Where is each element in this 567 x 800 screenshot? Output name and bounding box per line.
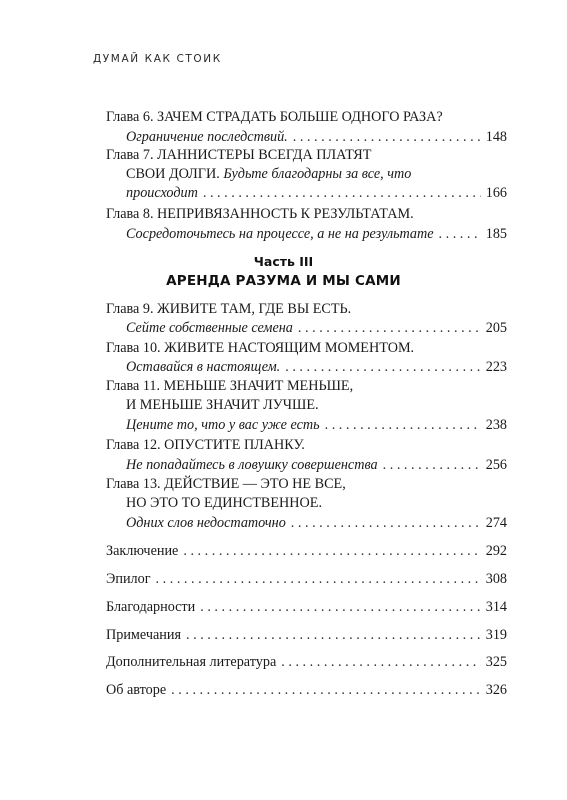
page-number: 256 — [485, 457, 507, 473]
entry-title: Дополнительная литература — [106, 654, 277, 670]
page-number: 223 — [485, 359, 507, 375]
chapter-subtitle: Сейте собственные семена — [126, 320, 293, 336]
chapter-8-title[interactable]: Глава 8. НЕПРИВЯЗАННОСТЬ К РЕЗУЛЬТАТАМ. — [106, 206, 414, 222]
page-number: 238 — [485, 417, 507, 433]
toc-entry-conclusion[interactable] — [106, 541, 507, 561]
chapter-9-title[interactable]: Глава 9. ЖИВИТЕ ТАМ, ГДЕ ВЫ ЕСТЬ. — [106, 301, 352, 317]
chapter-subtitle: Цените то, что у вас уже есть — [126, 417, 320, 433]
dot-leader — [171, 680, 481, 700]
toc-entry-acknowledgements[interactable] — [106, 597, 507, 617]
chapter-subtitle: Одних слов недостаточно — [126, 515, 286, 531]
chapter-12-title[interactable]: Глава 12. ОПУСТИТЕ ПЛАНКУ. — [106, 437, 305, 453]
entry-title: Эпилог — [106, 571, 151, 587]
dot-leader — [203, 183, 481, 203]
page-number: 292 — [485, 543, 507, 559]
dot-leader — [186, 625, 481, 645]
chapter-9-entry[interactable] — [126, 318, 507, 338]
dot-leader — [200, 597, 480, 617]
chapter-subtitle: Ограничение последствий. — [126, 129, 288, 145]
dot-leader — [439, 224, 481, 244]
chapter-7-entry[interactable] — [126, 183, 507, 203]
chapter-11-title-line2: И МЕНЬШЕ ЗНАЧИТ ЛУЧШЕ. — [126, 397, 319, 413]
chapter-subtitle-cont: происходит — [126, 185, 198, 201]
dot-leader — [156, 569, 481, 589]
toc-entry-notes[interactable] — [106, 625, 507, 645]
page-number: 166 — [485, 185, 507, 201]
chapter-13-entry[interactable] — [126, 513, 507, 533]
chapter-7-title[interactable]: Глава 7. ЛАННИСТЕРЫ ВСЕГДА ПЛАТЯТ — [106, 147, 372, 163]
chapter-13-title-line2: НО ЭТО ТО ЕДИНСТВЕННОЕ. — [126, 495, 322, 511]
dot-leader — [298, 318, 481, 338]
dot-leader — [281, 652, 480, 672]
chapter-11-title[interactable]: Глава 11. МЕНЬШЕ ЗНАЧИТ МЕНЬШЕ, — [106, 378, 354, 394]
chapter-11-entry[interactable] — [126, 415, 507, 435]
page-number: 326 — [485, 682, 507, 698]
dot-leader — [183, 541, 480, 561]
chapter-subtitle: Будьте благодарны за все, что — [223, 166, 412, 182]
page-number: 205 — [485, 320, 507, 336]
chapter-7-title-line2 — [126, 164, 507, 184]
toc-entry-epilogue[interactable] — [106, 569, 507, 589]
chapter-6-title[interactable]: Глава 6. ЗАЧЕМ СТРАДАТЬ БОЛЬШЕ ОДНОГО РАЗА? — [106, 109, 443, 125]
chapter-subtitle: Оставайся в настоящем. — [126, 359, 281, 375]
chapter-subtitle: Не попадайтесь в ловушку совершенства — [126, 457, 378, 473]
page-number: 185 — [485, 226, 507, 242]
entry-title: Заключение — [106, 543, 179, 559]
page-number: 148 — [485, 129, 507, 145]
chapter-subtitle: Сосредоточьтесь на процессе, а не на результате — [126, 226, 434, 242]
dot-leader — [291, 513, 481, 533]
chapter-8-entry[interactable] — [126, 224, 507, 244]
chapter-12-entry[interactable] — [126, 455, 507, 475]
page-number: 314 — [485, 599, 507, 615]
part-label: Часть III — [253, 254, 314, 269]
toc-entry-about-author[interactable] — [106, 680, 507, 700]
page-number: 308 — [485, 571, 507, 587]
chapter-6-entry[interactable] — [126, 127, 507, 147]
chapter-10-entry[interactable] — [126, 357, 507, 377]
page-number: 319 — [485, 627, 507, 643]
chapter-title-continuation: СВОИ ДОЛГИ. — [126, 166, 220, 182]
entry-title: Примечания — [106, 627, 181, 643]
entry-title: Об авторе — [106, 682, 167, 698]
running-head: ДУМАЙ КАК СТОИК — [93, 53, 222, 65]
part-title: АРЕНДА РАЗУМА И МЫ САМИ — [166, 273, 401, 289]
chapter-10-title[interactable]: Глава 10. ЖИВИТЕ НАСТОЯЩИМ МОМЕНТОМ. — [106, 340, 415, 356]
dot-leader — [383, 455, 481, 475]
entry-title: Благодарности — [106, 599, 196, 615]
dot-leader — [285, 357, 480, 377]
chapter-13-title[interactable]: Глава 13. ДЕЙСТВИЕ — ЭТО НЕ ВСЕ, — [106, 476, 346, 492]
page-number: 274 — [485, 515, 507, 531]
page-number: 325 — [485, 654, 507, 670]
dot-leader — [293, 127, 481, 147]
dot-leader — [325, 415, 481, 435]
toc-entry-further-reading[interactable] — [106, 652, 507, 672]
